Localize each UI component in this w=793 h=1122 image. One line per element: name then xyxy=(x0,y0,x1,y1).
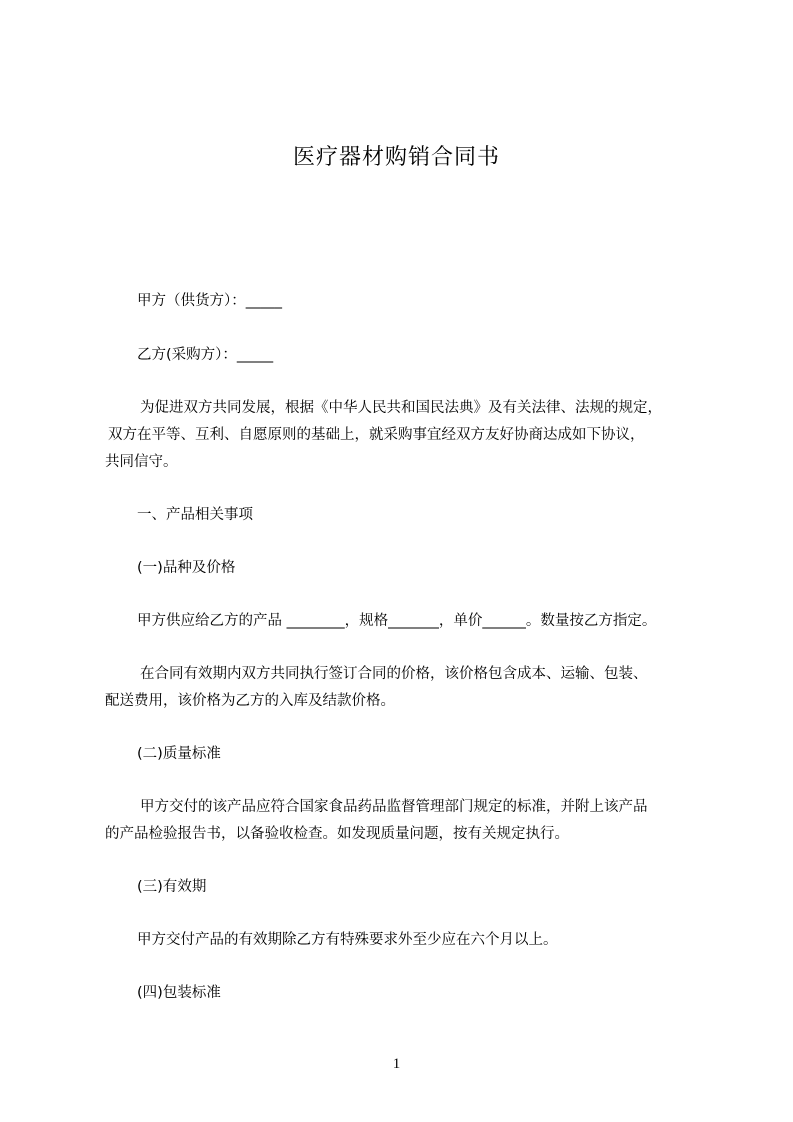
subsection-2-para-line-1: 甲方交付的该产品应符合国家食品药品监督管理部门规定的标准，并附上该产品 xyxy=(140,799,648,815)
subsection-2-para-line-2: 的产品检验报告书，以备验收检查。如发现质量问题，按有关规定执行。 xyxy=(105,826,569,842)
subsection-4-heading: (四)包装标准 xyxy=(137,985,221,1001)
subsection-3-line: 甲方交付产品的有效期除乙方有特殊要求外至少应在六个月以上。 xyxy=(137,932,558,948)
preamble-line-1: 为促进双方共同发展，根据《中华人民共和国民法典》及有关法律、法规的规定， xyxy=(140,400,662,416)
subsection-1-para-line-1: 在合同有效期内双方共同执行签订合同的价格，该价格包含成本、运输、包装、 xyxy=(140,666,648,682)
party-b-line: 乙方(采购方）：_____ xyxy=(137,347,274,363)
preamble-line-2: 双方在平等、互利、自愿原则的基础上，就采购事宜经双方友好协商达成如下协议， xyxy=(108,427,645,443)
page-number: 1 xyxy=(392,1056,401,1072)
subsection-1-line: 甲方供应给乙方的产品 ________，规格_______，单价______。数量按乙方指定。 xyxy=(137,613,657,629)
party-a-line: 甲方（供货方）：_____ xyxy=(137,293,282,309)
preamble-line-3: 共同信守。 xyxy=(105,454,178,470)
subsection-1-heading: (一)品种及价格 xyxy=(137,560,236,576)
subsection-3-heading: (三)有效期 xyxy=(137,879,207,895)
subsection-2-heading: (二)质量标准 xyxy=(137,746,221,762)
section-1-heading: 一、产品相关事项 xyxy=(137,507,253,523)
document-title: 医疗器材购销合同书 xyxy=(292,145,500,170)
subsection-1-para-line-2: 配送费用，该价格为乙方的入库及结款价格。 xyxy=(105,693,395,709)
